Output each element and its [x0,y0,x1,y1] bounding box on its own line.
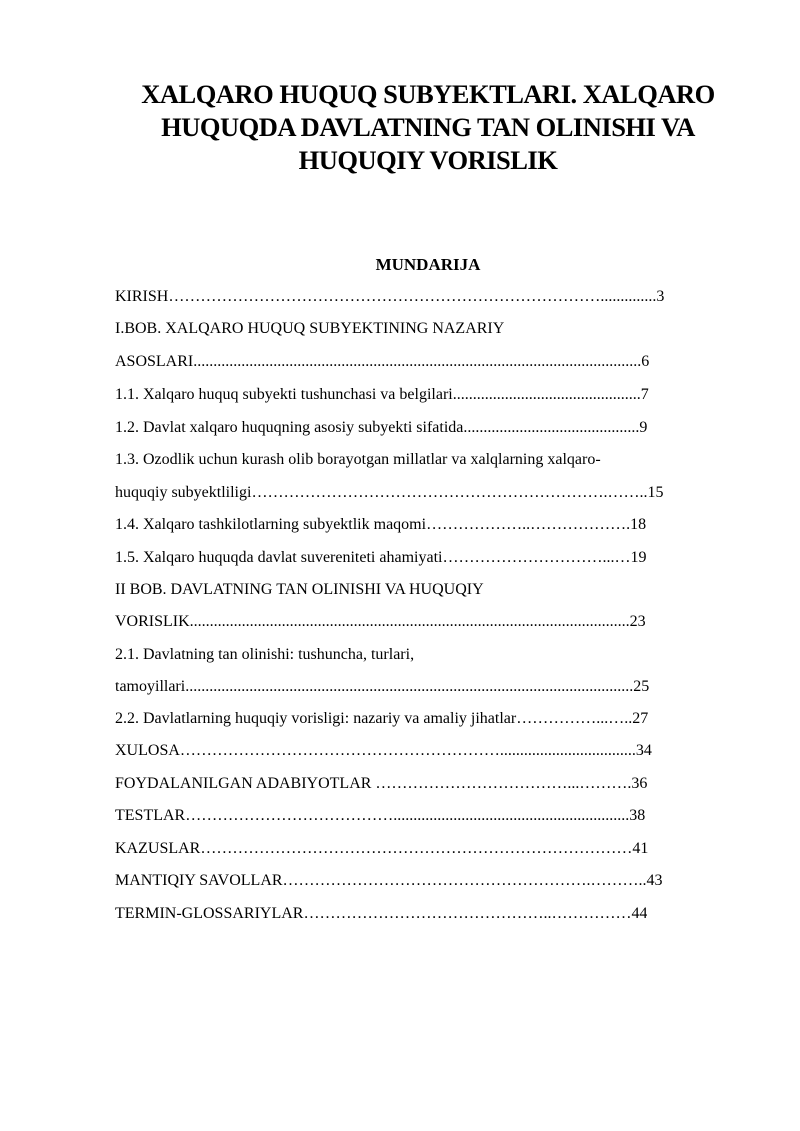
toc-line-testlar: TESTLAR…………………………………...........................................................38 [115,807,646,824]
toc-line-1-1: 1.1. Xalqaro huquq subyekti tushunchasi va belgilari...............................................7 [115,386,649,403]
toc-line-1-5: 1.5. Xalqaro huquqda davlat suvereniteti ahamiyati…………………………...…19 [115,549,647,566]
title-line-1: XALQARO HUQUQ SUBYEKTLARI. XALQARO [141,79,715,109]
title-line-2: HUQUQDA DAVLATNING TAN OLINISHI VA [161,112,695,142]
toc-line-chapter-1-a: I.BOB. XALQARO HUQUQ SUBYEKTINING NAZARIY [115,320,505,337]
toc-heading: MUNDARIJA [375,255,481,274]
toc-line-glossariy: TERMIN-GLOSSARIYLAR………………………………………..……………44 [115,905,648,922]
toc-line-chapter-2-b: VORISLIK..............................................................................................................23 [115,613,646,630]
toc-line-adabiyotlar: FOYDALANILGAN ADABIYOTLAR ………………………………...……….36 [115,775,648,792]
toc-line-2-1-b: tamoyillari................................................................................................................25 [115,678,650,695]
toc-line-1-3-a: 1.3. Ozodlik uchun kurash olib borayotgan millatlar va xalqlarning xalqaro- [115,451,601,468]
toc-line-1-4: 1.4. Xalqaro tashkilotlarning subyektlik maqomi………………..……………….18 [115,516,647,533]
title-line-3: HUQUQIY VORISLIK [298,145,558,175]
toc-line-savollar: MANTIQIY SAVOLLAR………………………………………………….………..43 [115,872,663,889]
toc-line-1-3-b: huquqiy subyektliligi………………………………………………………….……..15 [115,484,664,501]
toc-line-2-2: 2.2. Davlatlarning huquqiy vorisligi: nazariy va amaliy jihatlar……………...…..27 [115,710,649,727]
toc-line-chapter-2-a: II BOB. DAVLATNING TAN OLINISHI VA HUQUQIY [115,581,484,598]
toc-line-kirish: KIRISH………………………………………………………………………..............3 [115,288,665,305]
toc-line-xulosa: XULOSA……………………………………………………..................................34 [115,742,652,759]
toc-line-2-1-a: 2.1. Davlatning tan olinishi: tushuncha, turlari, [115,646,415,663]
document-title [100,78,756,177]
toc-line-kazuslar: KAZUSLAR………………………………………………………………………41 [115,840,649,857]
toc-line-1-2: 1.2. Davlat xalqaro huquqning asosiy subyekti sifatida............................................9 [115,419,648,436]
toc-line-chapter-1-b: ASOSLARI................................................................................................................6 [115,353,650,370]
